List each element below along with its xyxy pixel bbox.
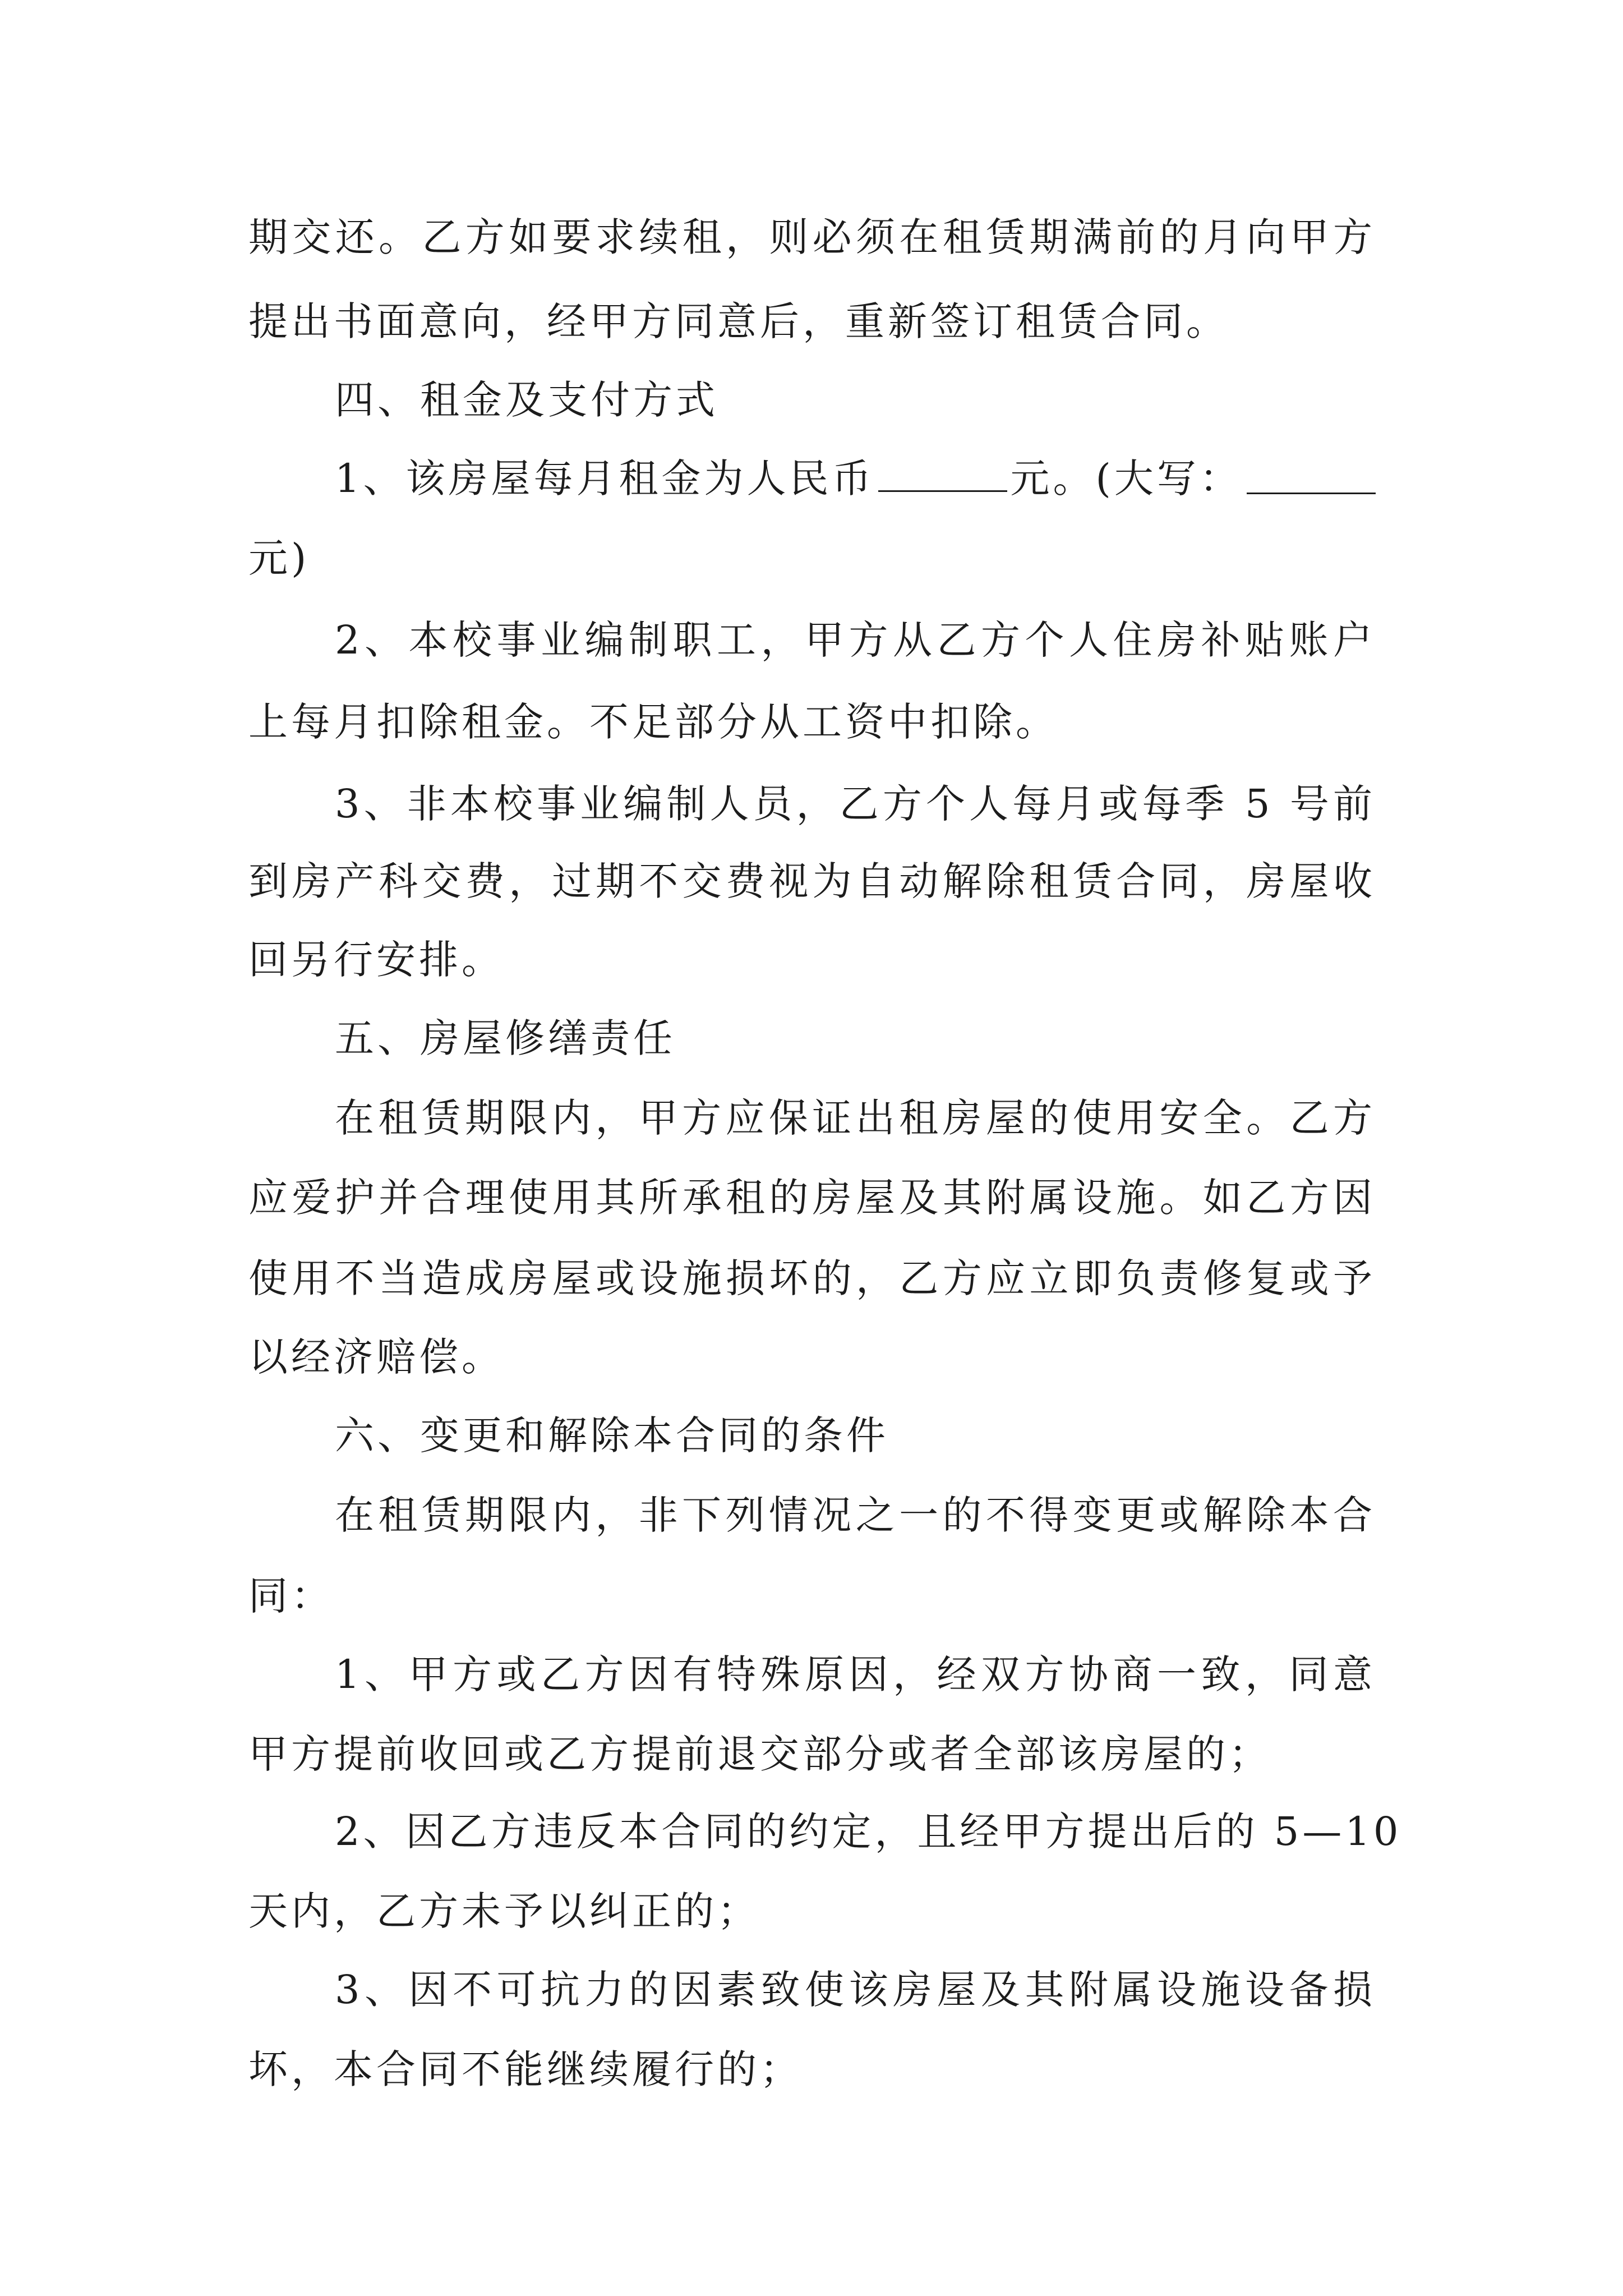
paragraph-line: 天内，乙方未予以纠正的； bbox=[248, 1888, 760, 1934]
paragraph-line: 1、甲方或乙方因有特殊原因，经双方协商一致，同意 bbox=[335, 1651, 1376, 1697]
paragraph-line: 甲方提前收回或乙方提前退交部分或者全部该房屋的； bbox=[248, 1731, 1271, 1777]
section-heading-termination: 六、变更和解除本合同的条件 bbox=[335, 1412, 889, 1458]
paragraph-line: 元) bbox=[248, 535, 310, 581]
rent-amount-suffix: 元。(大写： bbox=[1010, 455, 1242, 501]
paragraph-line: 3、非本校事业编制人员，乙方个人每月或每季 5 号前 bbox=[335, 781, 1376, 827]
paragraph-line-rent-amount bbox=[335, 450, 1376, 507]
rent-amount-blank bbox=[878, 451, 1007, 492]
section-heading-rent: 四、租金及支付方式 bbox=[335, 377, 718, 423]
rent-amount-prefix: 1、该房屋每月租金为人民币 bbox=[335, 455, 875, 501]
paragraph-line: 2、因乙方违反本合同的约定，且经甲方提出后的 5—10 bbox=[335, 1809, 1402, 1855]
paragraph-line: 期交还。乙方如要求续租，则必须在租赁期满前的月向甲方 bbox=[248, 214, 1376, 260]
paragraph-line: 上每月扣除租金。不足部分从工资中扣除。 bbox=[248, 699, 1058, 745]
section-heading-repair: 五、房屋修缮责任 bbox=[335, 1015, 676, 1061]
paragraph-line: 在租赁期限内，甲方应保证出租房屋的使用安全。乙方 bbox=[335, 1095, 1376, 1141]
rent-uppercase-blank bbox=[1247, 490, 1376, 494]
paragraph-line: 同： bbox=[248, 1573, 334, 1619]
paragraph-line: 在租赁期限内，非下列情况之一的不得变更或解除本合 bbox=[335, 1492, 1376, 1538]
paragraph-line: 2、本校事业编制职工，甲方从乙方个人住房补贴账户 bbox=[335, 617, 1376, 663]
paragraph-line: 使用不当造成房屋或设施损坏的，乙方应立即负责修复或予 bbox=[248, 1255, 1376, 1301]
paragraph-line: 提出书面意向，经甲方同意后，重新签订租赁合同。 bbox=[248, 298, 1229, 344]
paragraph-line: 到房产科交费，过期不交费视为自动解除租赁合同，房屋收 bbox=[248, 858, 1376, 904]
paragraph-line: 以经济赔偿。 bbox=[248, 1334, 504, 1380]
paragraph-line: 应爱护并合理使用其所承租的房屋及其附属设施。如乙方因 bbox=[248, 1175, 1376, 1221]
paragraph-line: 回另行安排。 bbox=[248, 937, 504, 983]
paragraph-line: 3、因不可抗力的因素致使该房屋及其附属设施设备损 bbox=[335, 1967, 1376, 2013]
paragraph-line: 坏，本合同不能继续履行的； bbox=[248, 2046, 803, 2092]
